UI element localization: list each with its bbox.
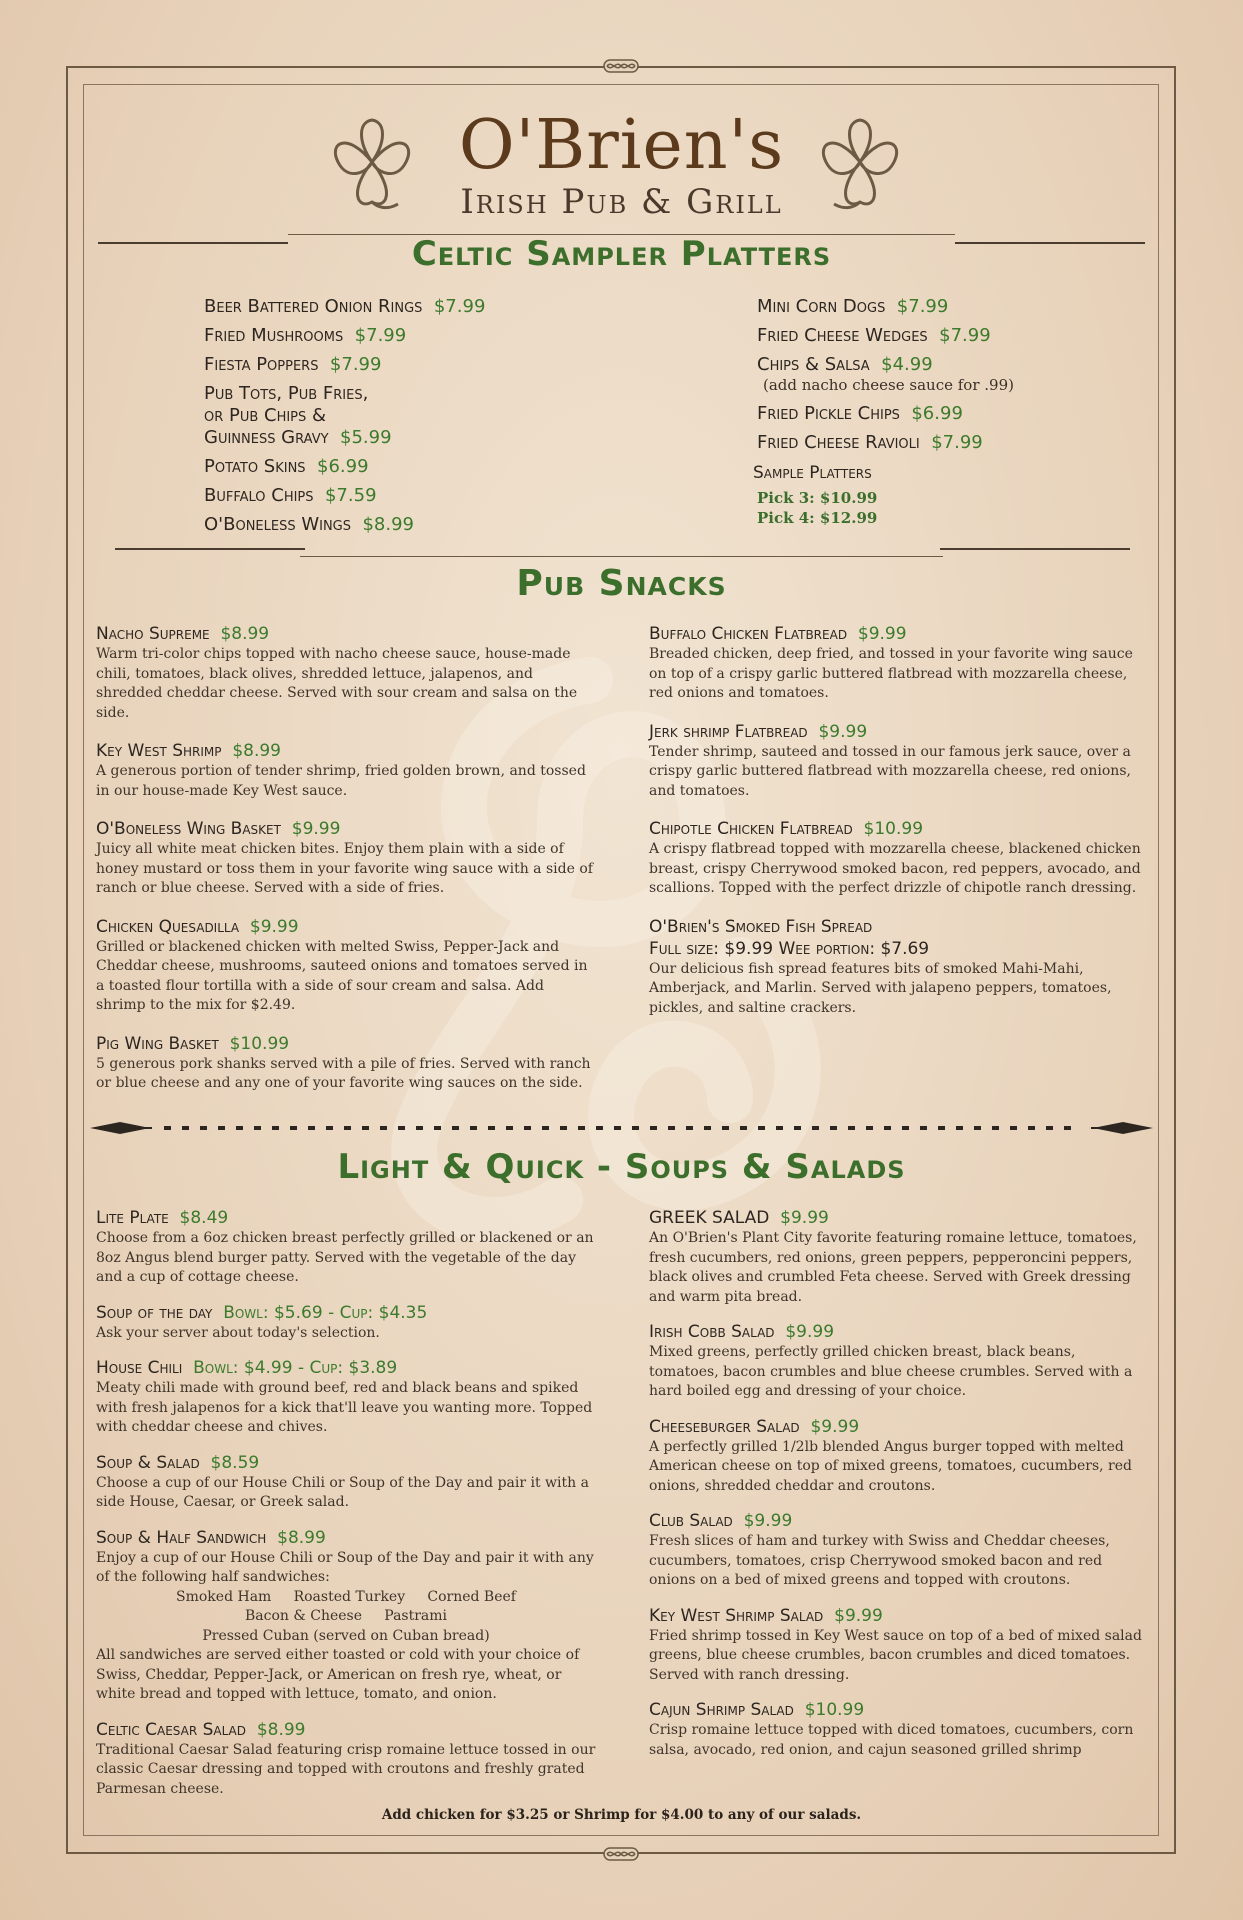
item-description: Fresh slices of ham and turkey with Swiss and Cheddar cheeses, cucumbers, tomatoes, crisp Cherrywood smoked bacon and red onions on a bed of mixed greens and topped with croutons.	[649, 1533, 1110, 1588]
item-name: Cheeseburger Salad	[649, 1416, 800, 1437]
item-description: A perfectly grilled 1/2lb blended Angus burger topped with melted American cheese on top of mixed greens, tomatoes, cucumbers, red onions, shredded cheddar and croutons.	[649, 1438, 1132, 1494]
item-description: Juicy all white meat chicken bites. Enjoy them plain with a side of honey mustard or toss them in your favorite wing sauce with a side of ranch or blue cheese. Served with a side of fries.	[96, 841, 593, 896]
menu-item	[96, 1033, 596, 1094]
item-price: Full size: $9.99 Wee portion: $7.69	[649, 938, 930, 959]
menu-item	[96, 1302, 596, 1344]
item-name: O'Brien's Smoked Fish Spread	[649, 916, 873, 937]
menu-item	[649, 1207, 1149, 1307]
item-price: $9.99	[780, 1208, 829, 1228]
menu-item	[649, 1510, 1149, 1591]
item-description: Ask your server about today's selection.	[96, 1324, 380, 1341]
menu-item	[96, 916, 596, 1016]
item-description: Mixed greens, perfectly grilled chicken breast, black beans, tomatoes, bacon crumbles and blue cheese crumbles. Served with a hard boiled egg and dressing of your choice.	[649, 1344, 1133, 1399]
menu-item	[96, 1357, 596, 1438]
snacks-rule-right	[940, 548, 1130, 550]
item-name: Chicken Quesadilla	[96, 916, 240, 937]
item-name: Fried Pickle Chips	[757, 403, 900, 424]
item-name: Fiesta Poppers	[204, 354, 319, 375]
item-price: $7.99	[931, 432, 983, 453]
menu-item	[96, 623, 596, 723]
item-price: $8.99	[220, 624, 270, 644]
item-price: $10.99	[804, 1700, 865, 1720]
item-description: A crispy flatbread topped with mozzarella cheese, blackened chicken breast, crispy Cherrywood smoked bacon, red peppers, avocado, and scallions. Topped with the perfect drizzle of chipotle ranch dressing.	[649, 841, 1141, 896]
item-name: Buffalo Chips	[204, 485, 314, 506]
item-name: Nacho Supreme	[96, 624, 210, 644]
item-name: O'Boneless Wing Basket	[96, 819, 281, 839]
item-price: $5.99	[340, 427, 392, 448]
item-name: Potato Skins	[204, 456, 306, 477]
item-price: $8.59	[210, 1452, 260, 1473]
menu-item	[649, 1321, 1149, 1402]
item-name-line: or Pub Chips &	[204, 405, 327, 426]
item-price: $8.99	[362, 514, 414, 535]
menu-item	[96, 1527, 596, 1705]
menu-item	[204, 292, 485, 321]
sandwich-options: Bacon & Cheese Pastrami	[244, 1608, 448, 1624]
menu-item	[757, 321, 1014, 350]
menu-item	[96, 818, 596, 899]
item-price: $9.99	[857, 624, 907, 644]
menu-item	[204, 452, 485, 481]
item-name: Pig Wing Basket	[96, 1033, 219, 1054]
menu-item	[96, 1719, 596, 1800]
item-price: $8.99	[256, 1719, 306, 1740]
item-description: Enjoy a cup of our House Chili or Soup of the Day and pair it with any of the following half sandwiches:	[96, 1549, 594, 1585]
item-price: $9.99	[810, 1416, 860, 1437]
menu-item	[649, 1416, 1149, 1497]
pick-3-price: Pick 3: $10.99	[757, 489, 878, 507]
menu-item	[96, 1207, 596, 1288]
item-price: $9.99	[291, 819, 341, 839]
logo	[0, 106, 1243, 222]
item-description: Warm tri-color chips topped with nacho cheese sauce, house-made chili, tomatoes, black olives, shredded lettuce, jalapenos, and shredded cheddar cheese. Served with sour cream and salsa on the side.	[96, 646, 578, 721]
menu-item	[96, 1452, 596, 1513]
item-name: Fried Mushrooms	[204, 325, 344, 346]
item-price: Bowl: $5.69 - Cup: $4.35	[223, 1302, 428, 1323]
item-description: All sandwiches are served either toasted or cold with your choice of Swiss, Cheddar, Pepper-Jack, or American on fresh rye, wheat, or white bread and topped with lettuce, tomato, and onion.	[96, 1647, 580, 1702]
item-name: Chips & Salsa	[757, 354, 870, 375]
item-name: Lite Plate	[96, 1208, 169, 1228]
item-price: $4.99	[881, 354, 933, 375]
item-name-line: Guinness Gravy	[204, 427, 329, 448]
menu-item	[204, 321, 485, 350]
bottom-knot-ornament	[603, 1847, 639, 1861]
menu-item	[649, 623, 1149, 704]
item-name: Key West Shrimp	[96, 741, 222, 761]
dashed-divider	[90, 1118, 1153, 1138]
item-price: $7.99	[939, 325, 991, 346]
menu-item	[204, 510, 485, 539]
item-description: An O'Brien's Plant City favorite featuring romaine lettuce, tomatoes, fresh cucumbers, red onions, green peppers, pepperoncini peppers, black olives and crumbled Feta cheese. Served with Greek dressing and warm pita bread.	[649, 1230, 1137, 1305]
pick-4-price: Pick 4: $12.99	[757, 509, 878, 527]
item-price: $7.99	[354, 325, 407, 346]
item-name: Irish Cobb Salad	[649, 1322, 775, 1342]
item-name: Soup & Salad	[96, 1452, 200, 1473]
sample-platters-label: Sample Platters	[753, 463, 872, 483]
sandwich-options: Smoked Ham Roasted Turkey Corned Beef	[176, 1588, 516, 1605]
item-price: $8.49	[179, 1208, 229, 1228]
item-price: $6.99	[911, 403, 963, 424]
item-name: Fried Cheese Wedges	[757, 325, 928, 346]
salad-addon-note: Add chicken for $3.25 or Shrimp for $4.00 to any of our salads.	[381, 1807, 862, 1823]
salads-right-column	[649, 1207, 1149, 1774]
item-name: Key West Shrimp Salad	[649, 1605, 824, 1626]
menu-item	[96, 740, 596, 801]
item-price: $10.99	[863, 819, 924, 839]
item-description: Fried shrimp tossed in Key West sauce on top of a bed of mixed salad greens, blue cheese crumbles, bacon crumbles and diced tomatoes. Served with ranch dressing.	[649, 1627, 1142, 1683]
item-name: Soup & Half Sandwich	[96, 1527, 267, 1548]
item-description: Traditional Caesar Salad featuring crisp romaine lettuce tossed in our classic Caesar dressing and topped with croutons and freshly grated Parmesan cheese.	[96, 1741, 596, 1797]
item-price: $7.99	[433, 296, 486, 317]
menu-item	[757, 399, 1014, 428]
item-description: Choose from a 6oz chicken breast perfectly grilled or blackened or an 8oz Angus blend burger patty. Served with the vegetable of the day and a cup of cottage cheese.	[96, 1230, 594, 1285]
sandwich-options: Pressed Cuban (served on Cuban bread)	[202, 1627, 490, 1644]
menu-item	[649, 916, 1149, 1019]
item-name: House Chili	[96, 1358, 183, 1378]
section-title-snacks: Pub Snacks	[516, 563, 727, 604]
item-name: Jerk shrimp Flatbread	[649, 721, 808, 742]
item-description: Meaty chili made with ground beef, red and black beans and spiked with fresh jalapenos for a kick that'll leave you wanting more. Topped with cheddar cheese and chives.	[96, 1380, 593, 1435]
item-price: $9.99	[743, 1511, 793, 1531]
item-description: Tender shrimp, sauteed and tossed in our famous jerk sauce, over a crispy garlic buttered flatbread with mozzarella cheese, red onions, and tomatoes.	[649, 743, 1131, 799]
restaurant-subtitle: Irish Pub & Grill	[460, 182, 783, 222]
top-knot-ornament	[603, 59, 639, 73]
item-price: $10.99	[229, 1033, 290, 1054]
menu-item	[649, 1699, 1149, 1760]
section-title-soups-salads: Light & Quick - Soups & Salads	[337, 1147, 906, 1187]
item-description: 5 generous pork shanks served with a pile of fries. Served with ranch or blue cheese and any one of your favorite wing sauces on the side.	[96, 1055, 591, 1091]
item-price: $9.99	[249, 916, 299, 937]
menu-item	[204, 350, 485, 379]
item-name: O'Boneless Wings	[204, 514, 351, 535]
item-name: Celtic Caesar Salad	[96, 1719, 246, 1740]
item-name-line: Pub Tots, Pub Fries,	[204, 383, 369, 404]
item-name: Mini Corn Dogs	[757, 296, 886, 317]
snacks-rule-bottom	[300, 556, 943, 557]
menu-item	[649, 1605, 1149, 1686]
item-description: Breaded chicken, deep fried, and tossed in your favorite wing sauce on top of a crispy garlic buttered flatbread with mozzarella cheese, red onions and tomatoes.	[649, 646, 1133, 701]
item-description: Our delicious fish spread features bits of smoked Mahi-Mahi, Amberjack, and Marlin. Served with jalapeno peppers, tomatoes, pickles, and saltine crackers.	[649, 960, 1112, 1016]
item-name: Fried Cheese Ravioli	[757, 432, 920, 453]
item-price: $8.99	[277, 1527, 326, 1548]
item-name: Cajun Shrimp Salad	[649, 1700, 794, 1720]
item-note: (add nacho cheese sauce for .99)	[763, 376, 1014, 394]
item-name: Soup of the day	[96, 1302, 213, 1323]
item-description: Grilled or blackened chicken with melted Swiss, Pepper-Jack and Cheddar cheese, mushrooms, sauteed onions and tomatoes served in a toasted flour tortilla with a side of sour cream and salsa. Add shrimp to the mix for $2.49.	[96, 938, 588, 1013]
item-price: $7.99	[329, 354, 382, 375]
item-price: Bowl: $4.99 - Cup: $3.89	[193, 1358, 398, 1378]
menu-item	[649, 818, 1149, 899]
snacks-rule-left	[115, 548, 305, 550]
section-title-sampler: Celtic Sampler Platters	[411, 234, 832, 274]
menu-item	[204, 379, 485, 452]
menu-item	[757, 428, 1014, 457]
item-description: Choose a cup of our House Chili or Soup of the Day and pair it with a side House, Caesar, or Greek salad.	[96, 1474, 589, 1510]
sampler-left-column	[204, 292, 485, 539]
item-name: GREEK SALAD	[649, 1208, 770, 1228]
menu-item	[649, 721, 1149, 802]
sampler-right-column	[753, 292, 1014, 528]
item-price: $6.99	[317, 456, 369, 477]
menu-item	[757, 292, 1014, 321]
item-name: Chipotle Chicken Flatbread	[649, 819, 853, 839]
item-name: Buffalo Chicken Flatbread	[649, 624, 848, 644]
item-price: $9.99	[818, 721, 868, 742]
snacks-left-column	[96, 623, 596, 1108]
item-name: Club Salad	[649, 1511, 733, 1531]
menu-item	[204, 481, 485, 510]
item-price: $8.99	[232, 741, 281, 761]
item-name: Beer Battered Onion Rings	[204, 296, 423, 317]
item-description: Crisp romaine lettuce topped with diced tomatoes, cucumbers, corn salsa, avocado, red onion, and cajun seasoned grilled shrimp	[649, 1722, 1134, 1758]
item-price: $9.99	[834, 1605, 883, 1626]
item-price: $9.99	[785, 1322, 835, 1342]
soups-left-column	[96, 1207, 596, 1813]
restaurant-name: O'Brien's	[458, 106, 785, 185]
item-description: A generous portion of tender shrimp, fried golden brown, and tossed in our house-made Key West sauce.	[96, 763, 586, 799]
snacks-right-column	[649, 623, 1149, 1032]
item-price: $7.59	[324, 485, 377, 506]
item-price: $7.99	[896, 296, 949, 317]
